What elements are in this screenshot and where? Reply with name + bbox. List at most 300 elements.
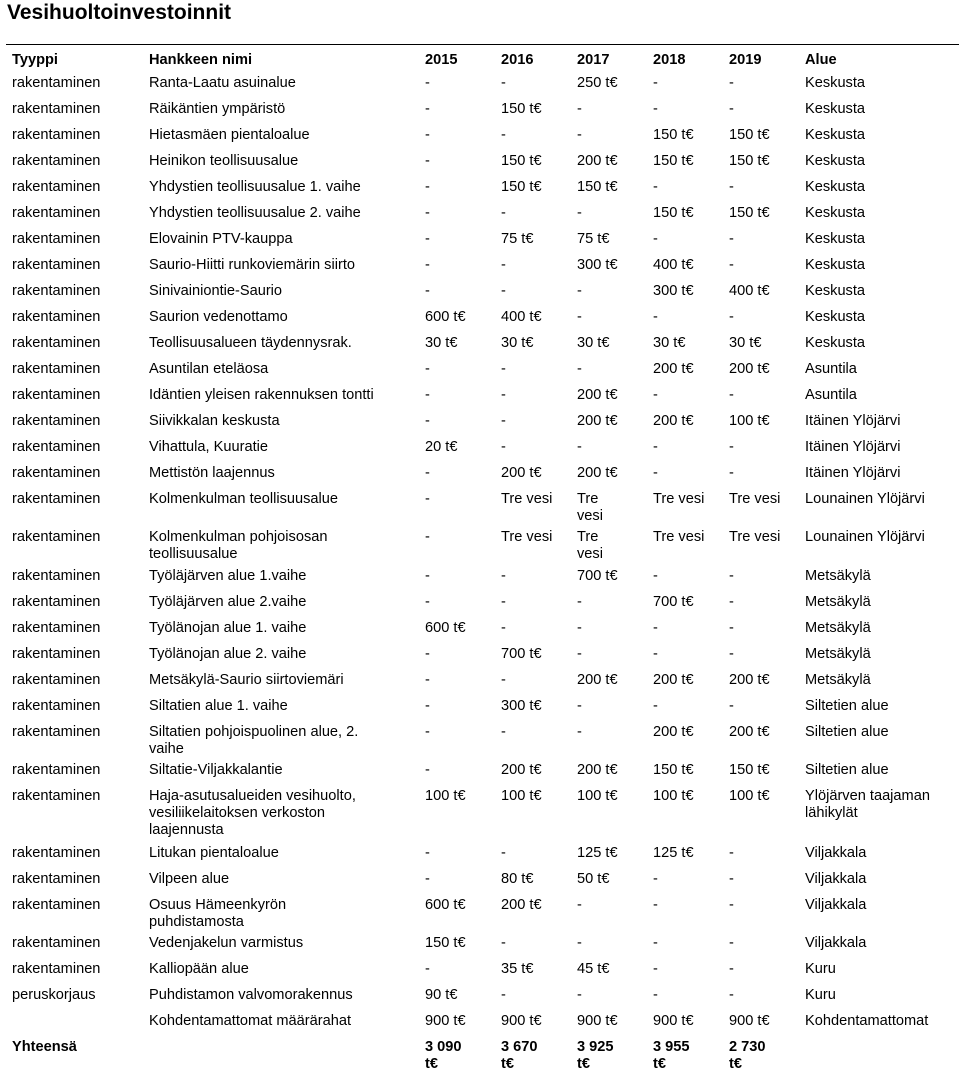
- year-2016-cell: -: [501, 283, 506, 299]
- year-2018-cell: -: [653, 179, 658, 195]
- year-2019-cell: 150 t€: [729, 762, 770, 778]
- year-2015-cell: -: [425, 361, 430, 377]
- year-2019-cell: -: [729, 594, 734, 610]
- year-2019-cell: -: [729, 871, 734, 887]
- year-2018-cell: Tre vesi: [653, 491, 705, 507]
- year-2017-cell: -: [577, 935, 582, 951]
- year-2016-cell: 150 t€: [501, 153, 542, 169]
- year-2018-cell: -: [653, 871, 658, 887]
- area-cell: Metsäkylä: [805, 568, 871, 584]
- total-cell: 2 730 t€: [729, 1039, 766, 1072]
- year-2018-cell: -: [653, 465, 658, 481]
- year-2016-cell: 200 t€: [501, 762, 542, 778]
- type-cell: rakentaminen: [12, 153, 101, 169]
- table-row: [6, 694, 959, 720]
- project-name-cell: Hietasmäen pientaloalue: [149, 127, 310, 143]
- type-cell: rakentaminen: [12, 594, 101, 610]
- project-name-cell: Yhdystien teollisuusalue 1. vaihe: [149, 179, 361, 195]
- year-2018-cell: -: [653, 387, 658, 403]
- year-2017-cell: 45 t€: [577, 961, 610, 977]
- project-name-cell: Haja-asutusalueiden vesihuolto, vesiliikelaitoksen verkoston laajennusta: [149, 788, 356, 838]
- type-cell: rakentaminen: [12, 231, 101, 247]
- year-2019-cell: 30 t€: [729, 335, 762, 351]
- year-2015-cell: -: [425, 283, 430, 299]
- year-2016-cell: 150 t€: [501, 179, 542, 195]
- area-cell: Viljakkala: [805, 935, 867, 951]
- year-2018-cell: 700 t€: [653, 594, 694, 610]
- table-row: [6, 642, 959, 668]
- area-cell: Siltetien alue: [805, 698, 889, 714]
- year-2017-cell: -: [577, 646, 582, 662]
- year-2015-cell: -: [425, 871, 430, 887]
- table-row: [6, 590, 959, 616]
- year-2019-cell: -: [729, 465, 734, 481]
- project-name-cell: Metsäkylä-Saurio siirtoviemäri: [149, 672, 344, 688]
- year-2017-cell: -: [577, 620, 582, 636]
- project-name-cell: Saurio-Hiitti runkoviemärin siirto: [149, 257, 355, 273]
- table-row: [6, 983, 959, 1009]
- total-cell: [799, 1035, 959, 1075]
- area-cell: Kuru: [805, 987, 836, 1003]
- area-cell: Viljakkala: [805, 845, 867, 861]
- type-cell: rakentaminen: [12, 439, 101, 455]
- year-2018-cell: 900 t€: [653, 1013, 694, 1029]
- year-2016-cell: -: [501, 75, 506, 91]
- table-row: [6, 784, 959, 841]
- type-cell: rakentaminen: [12, 335, 101, 351]
- year-2017-cell: 200 t€: [577, 153, 618, 169]
- year-2019-cell: -: [729, 439, 734, 455]
- year-2017-cell: -: [577, 594, 582, 610]
- table-row: [6, 357, 959, 383]
- table-row: [6, 1009, 959, 1035]
- table-row: [6, 668, 959, 694]
- area-cell: Viljakkala: [805, 897, 867, 913]
- year-2018-cell: -: [653, 620, 658, 636]
- table-row: [6, 123, 959, 149]
- column-header: Tyyppi: [12, 52, 58, 68]
- year-2018-cell: 200 t€: [653, 413, 694, 429]
- table-row: [6, 893, 959, 931]
- year-2015-cell: -: [425, 179, 430, 195]
- year-2018-cell: -: [653, 309, 658, 325]
- year-2017-cell: -: [577, 309, 582, 325]
- project-name-cell: Teollisuusalueen täydennysrak.: [149, 335, 352, 351]
- project-name-cell: Yhdystien teollisuusalue 2. vaihe: [149, 205, 361, 221]
- year-2017-cell: -: [577, 101, 582, 117]
- project-name-cell: Siltatie-Viljakkalantie: [149, 762, 283, 778]
- year-2018-cell: 150 t€: [653, 205, 694, 221]
- type-cell: rakentaminen: [12, 387, 101, 403]
- year-2019-cell: 100 t€: [729, 788, 770, 804]
- year-2018-cell: -: [653, 987, 658, 1003]
- year-2015-cell: -: [425, 698, 430, 714]
- investment-table: [6, 44, 959, 1075]
- table-row: [6, 175, 959, 201]
- table-row: [6, 435, 959, 461]
- type-cell: rakentaminen: [12, 465, 101, 481]
- year-2015-cell: 900 t€: [425, 1013, 466, 1029]
- year-2016-cell: -: [501, 257, 506, 273]
- year-2016-cell: 35 t€: [501, 961, 534, 977]
- type-cell: rakentaminen: [12, 75, 101, 91]
- project-name-cell: Kolmenkulman teollisuusalue: [149, 491, 339, 507]
- year-2019-cell: -: [729, 897, 734, 913]
- year-2015-cell: -: [425, 845, 430, 861]
- project-name-cell: Elovainin PTV-kauppa: [149, 231, 293, 247]
- year-2019-cell: 150 t€: [729, 153, 770, 169]
- year-2016-cell: -: [501, 568, 506, 584]
- year-2019-cell: -: [729, 231, 734, 247]
- type-cell: rakentaminen: [12, 127, 101, 143]
- year-2015-cell: -: [425, 205, 430, 221]
- year-2018-cell: 200 t€: [653, 672, 694, 688]
- area-cell: Metsäkylä: [805, 646, 871, 662]
- table-row: [6, 253, 959, 279]
- year-2015-cell: 150 t€: [425, 935, 466, 951]
- table-row: [6, 331, 959, 357]
- year-2019-cell: -: [729, 387, 734, 403]
- column-header: 2018: [653, 52, 686, 68]
- year-2017-cell: 250 t€: [577, 75, 618, 91]
- year-2019-cell: -: [729, 935, 734, 951]
- project-name-cell: Heinikon teollisuusalue: [149, 153, 299, 169]
- year-2018-cell: 300 t€: [653, 283, 694, 299]
- year-2015-cell: 600 t€: [425, 309, 466, 325]
- year-2019-cell: -: [729, 257, 734, 273]
- year-2015-cell: -: [425, 101, 430, 117]
- year-2018-cell: 150 t€: [653, 762, 694, 778]
- project-name-cell: Työläjärven alue 2.vaihe: [149, 594, 307, 610]
- year-2017-cell: -: [577, 987, 582, 1003]
- year-2016-cell: 400 t€: [501, 309, 542, 325]
- table-row: [6, 279, 959, 305]
- year-2019-cell: 150 t€: [729, 205, 770, 221]
- area-cell: Keskusta: [805, 153, 866, 169]
- type-cell: rakentaminen: [12, 101, 101, 117]
- year-2015-cell: -: [425, 387, 430, 403]
- area-cell: Kuru: [805, 961, 836, 977]
- type-cell: rakentaminen: [12, 646, 101, 662]
- area-cell: Lounainen Ylöjärvi: [805, 529, 925, 545]
- type-cell: peruskorjaus: [12, 987, 96, 1003]
- project-name-cell: Ranta-Laatu asuinalue: [149, 75, 296, 91]
- year-2017-cell: -: [577, 698, 582, 714]
- year-2019-cell: 900 t€: [729, 1013, 770, 1029]
- year-2017-cell: -: [577, 439, 582, 455]
- year-2016-cell: 900 t€: [501, 1013, 542, 1029]
- project-name-cell: Työläjärven alue 1.vaihe: [149, 568, 307, 584]
- type-cell: rakentaminen: [12, 935, 101, 951]
- year-2019-cell: 100 t€: [729, 413, 770, 429]
- year-2017-cell: -: [577, 205, 582, 221]
- year-2015-cell: 600 t€: [425, 897, 466, 913]
- area-cell: Keskusta: [805, 127, 866, 143]
- total-cell: [143, 1035, 419, 1075]
- year-2017-cell: -: [577, 361, 582, 377]
- year-2015-cell: -: [425, 529, 430, 545]
- year-2018-cell: -: [653, 101, 658, 117]
- type-cell: rakentaminen: [12, 620, 101, 636]
- type-cell: rakentaminen: [12, 672, 101, 688]
- area-cell: Lounainen Ylöjärvi: [805, 491, 925, 507]
- table-row: [6, 201, 959, 227]
- year-2016-cell: 100 t€: [501, 788, 542, 804]
- area-cell: Siltetien alue: [805, 762, 889, 778]
- year-2017-cell: 200 t€: [577, 465, 618, 481]
- total-label: Yhteensä: [12, 1039, 77, 1055]
- year-2019-cell: -: [729, 961, 734, 977]
- project-name-cell: Räikäntien ympäristö: [149, 101, 286, 117]
- project-name-cell: Mettistön laajennus: [149, 465, 275, 481]
- type-cell: rakentaminen: [12, 491, 101, 507]
- year-2017-cell: -: [577, 127, 582, 143]
- year-2018-cell: 30 t€: [653, 335, 686, 351]
- total-cell: 3 670 t€: [501, 1039, 538, 1072]
- year-2015-cell: -: [425, 231, 430, 247]
- year-2018-cell: -: [653, 698, 658, 714]
- year-2017-cell: 75 t€: [577, 231, 610, 247]
- table-row: [6, 931, 959, 957]
- project-name-cell: Kohdentamattomat määrärahat: [149, 1013, 351, 1029]
- type-cell: rakentaminen: [12, 871, 101, 887]
- type-cell: rakentaminen: [12, 788, 101, 804]
- year-2019-cell: 150 t€: [729, 127, 770, 143]
- year-2019-cell: -: [729, 179, 734, 195]
- year-2019-cell: -: [729, 309, 734, 325]
- year-2019-cell: -: [729, 620, 734, 636]
- area-cell: Metsäkylä: [805, 594, 871, 610]
- project-name-cell: Työlänojan alue 1. vaihe: [149, 620, 307, 636]
- year-2015-cell: -: [425, 724, 430, 740]
- year-2016-cell: -: [501, 361, 506, 377]
- year-2016-cell: 200 t€: [501, 465, 542, 481]
- area-cell: Keskusta: [805, 231, 866, 247]
- area-cell: Siltetien alue: [805, 724, 889, 740]
- year-2017-cell: 100 t€: [577, 788, 618, 804]
- table-row: [6, 71, 959, 97]
- project-name-cell: Siivikkalan keskusta: [149, 413, 280, 429]
- year-2015-cell: -: [425, 465, 430, 481]
- year-2018-cell: -: [653, 961, 658, 977]
- project-name-cell: Kalliopään alue: [149, 961, 249, 977]
- project-name-cell: Puhdistamon valvomorakennus: [149, 987, 353, 1003]
- table-row: [6, 957, 959, 983]
- area-cell: Asuntila: [805, 387, 857, 403]
- year-2015-cell: -: [425, 961, 430, 977]
- year-2016-cell: -: [501, 935, 506, 951]
- project-name-cell: Kolmenkulman pohjoisosan teollisuusalue: [149, 529, 328, 562]
- type-cell: rakentaminen: [12, 413, 101, 429]
- year-2019-cell: 200 t€: [729, 672, 770, 688]
- page-title: Vesihuoltoinvestoinnit: [7, 1, 232, 24]
- type-cell: rakentaminen: [12, 283, 101, 299]
- year-2015-cell: -: [425, 594, 430, 610]
- year-2017-cell: 125 t€: [577, 845, 618, 861]
- area-cell: Keskusta: [805, 179, 866, 195]
- project-name-cell: Työlänojan alue 2. vaihe: [149, 646, 307, 662]
- area-cell: Viljakkala: [805, 871, 867, 887]
- year-2018-cell: 200 t€: [653, 724, 694, 740]
- year-2015-cell: 100 t€: [425, 788, 466, 804]
- year-2018-cell: 200 t€: [653, 361, 694, 377]
- year-2015-cell: 600 t€: [425, 620, 466, 636]
- year-2018-cell: 400 t€: [653, 257, 694, 273]
- year-2015-cell: 20 t€: [425, 439, 458, 455]
- project-name-cell: Siltatien pohjoispuolinen alue, 2. vaihe: [149, 724, 359, 757]
- year-2016-cell: -: [501, 620, 506, 636]
- year-2017-cell: Tre vesi: [577, 491, 603, 524]
- year-2016-cell: -: [501, 127, 506, 143]
- year-2019-cell: 200 t€: [729, 361, 770, 377]
- year-2015-cell: -: [425, 413, 430, 429]
- year-2019-cell: -: [729, 101, 734, 117]
- year-2019-cell: -: [729, 646, 734, 662]
- area-cell: Ylöjärven taajaman lähikylät: [805, 788, 930, 821]
- type-cell: rakentaminen: [12, 257, 101, 273]
- year-2015-cell: -: [425, 127, 430, 143]
- year-2016-cell: -: [501, 387, 506, 403]
- year-2015-cell: -: [425, 568, 430, 584]
- area-cell: Keskusta: [805, 309, 866, 325]
- table-row: [6, 616, 959, 642]
- type-cell: rakentaminen: [12, 897, 101, 913]
- area-cell: Metsäkylä: [805, 620, 871, 636]
- year-2016-cell: 700 t€: [501, 646, 542, 662]
- year-2017-cell: -: [577, 897, 582, 913]
- type-cell: rakentaminen: [12, 309, 101, 325]
- table-row: [6, 227, 959, 253]
- project-name-cell: Litukan pientaloalue: [149, 845, 279, 861]
- type-cell: rakentaminen: [12, 845, 101, 861]
- area-cell: Itäinen Ylöjärvi: [805, 465, 901, 481]
- year-2018-cell: 100 t€: [653, 788, 694, 804]
- column-header: 2016: [501, 52, 534, 68]
- year-2017-cell: -: [577, 283, 582, 299]
- table-row: [6, 564, 959, 590]
- year-2017-cell: 30 t€: [577, 335, 610, 351]
- type-cell: rakentaminen: [12, 724, 101, 740]
- area-cell: Keskusta: [805, 75, 866, 91]
- type-cell: rakentaminen: [12, 762, 101, 778]
- year-2018-cell: 150 t€: [653, 127, 694, 143]
- year-2019-cell: -: [729, 845, 734, 861]
- area-cell: Keskusta: [805, 257, 866, 273]
- year-2018-cell: Tre vesi: [653, 529, 705, 545]
- year-2016-cell: 150 t€: [501, 101, 542, 117]
- year-2016-cell: -: [501, 845, 506, 861]
- year-2016-cell: -: [501, 413, 506, 429]
- year-2015-cell: -: [425, 75, 430, 91]
- year-2019-cell: Tre vesi: [729, 529, 781, 545]
- year-2017-cell: 200 t€: [577, 387, 618, 403]
- year-2016-cell: -: [501, 672, 506, 688]
- column-header: Alue: [805, 52, 837, 68]
- year-2016-cell: 200 t€: [501, 897, 542, 913]
- type-cell: rakentaminen: [12, 205, 101, 221]
- type-cell: rakentaminen: [12, 961, 101, 977]
- type-cell: rakentaminen: [12, 361, 101, 377]
- area-cell: Kohdentamattomat: [805, 1013, 929, 1029]
- year-2016-cell: -: [501, 724, 506, 740]
- area-cell: Metsäkylä: [805, 672, 871, 688]
- type-cell: rakentaminen: [12, 179, 101, 195]
- year-2018-cell: -: [653, 897, 658, 913]
- total-row: [6, 1035, 959, 1075]
- table-row: [6, 409, 959, 435]
- year-2016-cell: 30 t€: [501, 335, 534, 351]
- project-name-cell: Vedenjakelun varmistus: [149, 935, 304, 951]
- area-cell: Asuntila: [805, 361, 857, 377]
- year-2017-cell: 300 t€: [577, 257, 618, 273]
- table-row: [6, 305, 959, 331]
- year-2018-cell: -: [653, 231, 658, 247]
- type-cell: rakentaminen: [12, 698, 101, 714]
- year-2019-cell: -: [729, 698, 734, 714]
- year-2017-cell: Tre vesi: [577, 529, 603, 562]
- year-2017-cell: 50 t€: [577, 871, 610, 887]
- area-cell: Keskusta: [805, 101, 866, 117]
- area-cell: Itäinen Ylöjärvi: [805, 439, 901, 455]
- project-name-cell: Osuus Hämeenkyrön puhdistamosta: [149, 897, 287, 930]
- type-cell: rakentaminen: [12, 568, 101, 584]
- year-2018-cell: 150 t€: [653, 153, 694, 169]
- year-2018-cell: -: [653, 646, 658, 662]
- year-2016-cell: -: [501, 205, 506, 221]
- year-2015-cell: 90 t€: [425, 987, 458, 1003]
- project-name-cell: Siltatien alue 1. vaihe: [149, 698, 288, 714]
- year-2016-cell: 75 t€: [501, 231, 534, 247]
- table-row: [6, 97, 959, 123]
- project-name-cell: Vilpeen alue: [149, 871, 230, 887]
- year-2019-cell: 200 t€: [729, 724, 770, 740]
- year-2019-cell: 400 t€: [729, 283, 770, 299]
- column-header: 2015: [425, 52, 458, 68]
- year-2017-cell: -: [577, 724, 582, 740]
- year-2015-cell: -: [425, 646, 430, 662]
- year-2015-cell: 30 t€: [425, 335, 458, 351]
- year-2017-cell: 150 t€: [577, 179, 618, 195]
- area-cell: Keskusta: [805, 205, 866, 221]
- total-cell: 3 925 t€: [577, 1039, 614, 1072]
- column-header: 2017: [577, 52, 610, 68]
- year-2017-cell: 700 t€: [577, 568, 618, 584]
- area-cell: Keskusta: [805, 335, 866, 351]
- year-2016-cell: Tre vesi: [501, 491, 553, 507]
- table-row: [6, 525, 959, 564]
- table-row: [6, 758, 959, 784]
- table-row: [6, 487, 959, 525]
- year-2018-cell: -: [653, 935, 658, 951]
- year-2016-cell: -: [501, 987, 506, 1003]
- type-cell: [6, 1009, 143, 1035]
- year-2015-cell: -: [425, 672, 430, 688]
- total-cell: 3 955 t€: [653, 1039, 690, 1072]
- year-2015-cell: -: [425, 153, 430, 169]
- column-header: Hankkeen nimi: [149, 52, 253, 68]
- table-row: [6, 461, 959, 487]
- year-2018-cell: -: [653, 568, 658, 584]
- project-name-cell: Sinivainiontie-Saurio: [149, 283, 283, 299]
- year-2017-cell: 200 t€: [577, 413, 618, 429]
- year-2017-cell: 900 t€: [577, 1013, 618, 1029]
- year-2017-cell: 200 t€: [577, 672, 618, 688]
- table-row: [6, 867, 959, 893]
- year-2015-cell: -: [425, 491, 430, 507]
- year-2019-cell: -: [729, 987, 734, 1003]
- year-2016-cell: 300 t€: [501, 698, 542, 714]
- table-row: [6, 720, 959, 758]
